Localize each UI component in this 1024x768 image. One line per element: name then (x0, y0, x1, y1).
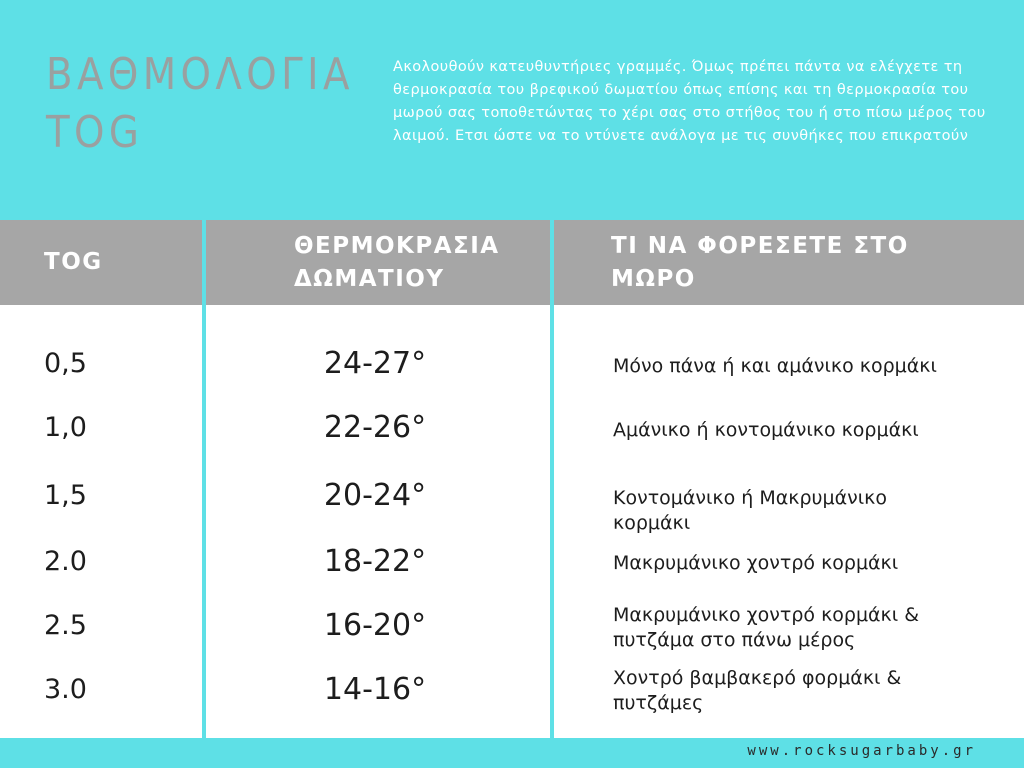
tog-value: 2.5 (44, 610, 87, 641)
website-link[interactable]: www.rocksugarbaby.gr (747, 743, 976, 759)
column-header-temperature: ΘΕΡΜΟΚΡΑΣΙΑ ΔΩΜΑΤΙΟΥ (294, 233, 500, 292)
tog-table (0, 220, 1024, 738)
clothing-advice: Μόνο πάνα ή και αμάνικο κορμάκι (613, 355, 937, 377)
temperature-range: 22-26° (323, 410, 427, 445)
temperature-range: 14-16° (323, 672, 427, 707)
column-header-tog: TOG (44, 249, 103, 275)
clothing-advice: Κοντομάνικο ή Μακρυμάνικο κορμάκι (613, 487, 888, 534)
temperature-range: 16-20° (323, 608, 427, 643)
temperature-range: 20-24° (323, 478, 427, 513)
temperature-range: 18-22° (323, 544, 427, 579)
tog-value: 3.0 (44, 674, 87, 705)
clothing-advice: Αμάνικο ή κοντομάνικο κορμάκι (613, 419, 919, 441)
clothing-advice: Μακρυμάνικο χοντρό κορμάκι & πυτζάμα στο πάνω μέρος (613, 604, 920, 651)
column-header-clothing: ΤΙ ΝΑ ΦΟΡΕΣΕΤΕ ΣΤΟ ΜΩΡΟ (611, 233, 909, 292)
column-divider (550, 220, 554, 738)
header-banner (0, 0, 1024, 220)
footer-bar (0, 738, 1024, 768)
clothing-advice: Μακρυμάνικο χοντρό κορμάκι (613, 552, 899, 574)
tog-value: 2.0 (44, 546, 87, 577)
tog-value: 1,5 (44, 480, 87, 511)
intro-text: Ακολουθούν κατευθυντήριες γραμμές. Όμως πρέπει πάντα να ελέγχετε τη θερμοκρασία του βρεφικού δωματίου όπως επίσης και τη θερμοκρασία του μωρού σας τοποθετώντας το χέρι σας στο στήθος του ή στο πίσω μέρος του λαιμού. Ετσι ώστε να το ντύνετε ανάλογα με τις συνθήκες που επικρατούν (393, 59, 986, 144)
column-divider (202, 220, 206, 738)
table-header-row (0, 220, 1024, 305)
clothing-advice: Χοντρό βαμβακερό φορμάκι & πυτζάμες (613, 667, 902, 714)
tog-value: 1,0 (44, 412, 87, 443)
temperature-range: 24-27° (323, 346, 427, 381)
page-title: ΒΑΘΜΟΛΟΓΙΑ TOG (46, 49, 354, 158)
tog-value: 0,5 (44, 348, 87, 379)
